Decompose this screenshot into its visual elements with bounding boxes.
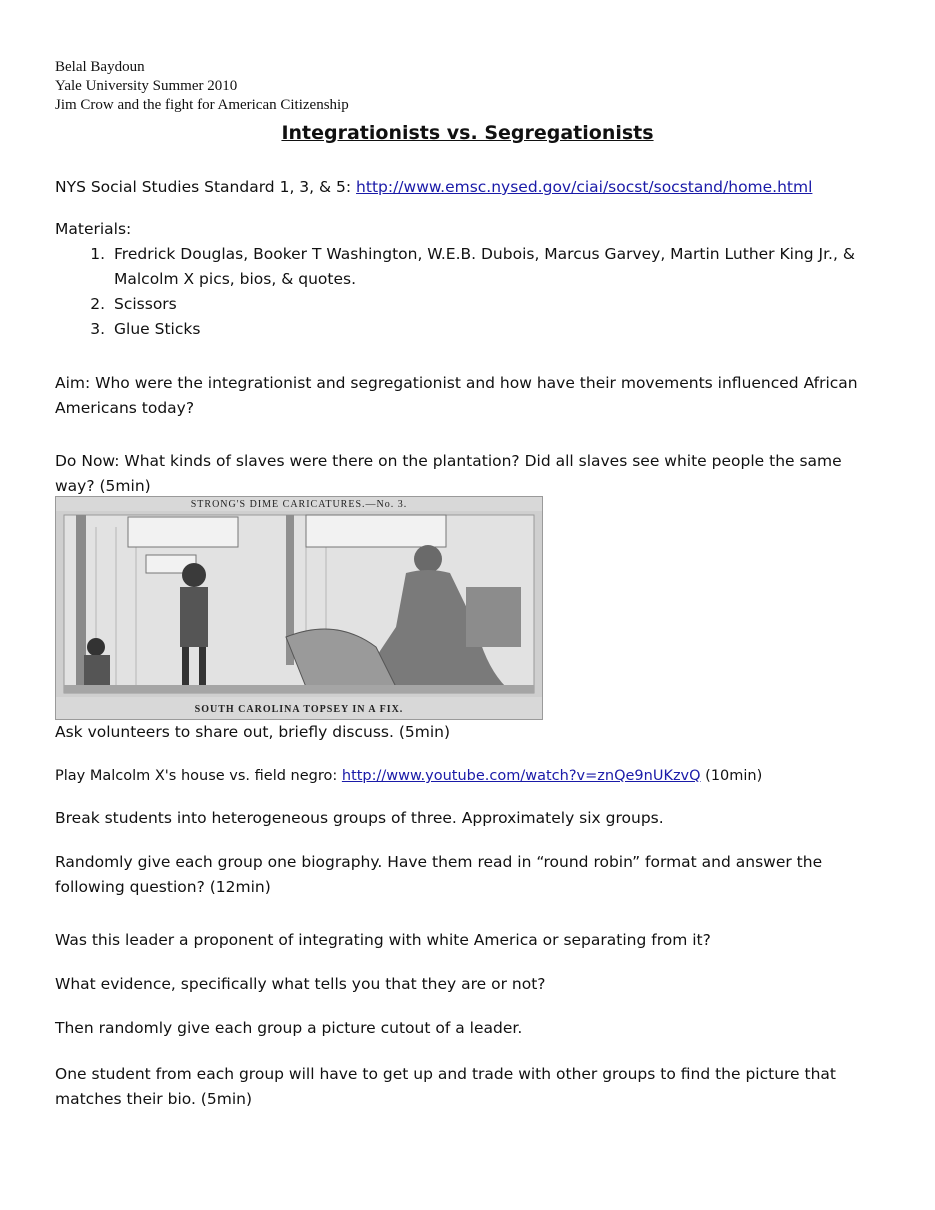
caricature-image <box>55 496 543 720</box>
course-line: Jim Crow and the fight for American Citizenship <box>55 97 349 113</box>
standards-link[interactable]: http://www.emsc.nysed.gov/ciai/socst/socstand/home.html <box>356 178 813 196</box>
video-prefix: Play Malcolm X's house vs. field negro: <box>55 768 338 784</box>
image-bottom-caption: SOUTH CAROLINA TOPSEY IN A FIX. <box>194 704 404 715</box>
groups-paragraph: Break students into heterogeneous groups of three. Approximately six groups. <box>55 809 664 827</box>
list-item: 1. Fredrick Douglas, Booker T Washington, W.E.B. Dubois, Marcus Garvey, Martin Luther King Jr., & Malcolm X pics, bios, & quotes. <box>110 242 885 292</box>
biography-paragraph: Randomly give each group one biography. Have them read in “round robin” format and answer the following question? (12min) <box>55 853 823 896</box>
standards-line <box>55 175 885 200</box>
materials-list <box>55 242 885 342</box>
institution-line: Yale University Summer 2010 <box>55 78 238 94</box>
materials-label: Materials: <box>55 220 132 238</box>
trade-paragraph: One student from each group will have to get up and trade with other groups to find the picture that matches their bio. (5min) <box>55 1065 836 1108</box>
aim-paragraph: Aim: Who were the integrationist and segregationist and how have their movements influenced African Americans today? <box>55 374 858 417</box>
author-name: Belal Baydoun <box>55 59 145 75</box>
list-item: 2. Scissors <box>110 292 885 317</box>
page-title: Integrationists vs. Segregationists <box>281 122 654 144</box>
list-item: 3. Glue Sticks <box>110 317 885 342</box>
do-now-paragraph: Do Now: What kinds of slaves were there on the plantation? Did all slaves see white people the same way? (5min) <box>55 452 842 495</box>
question-evidence: What evidence, specifically what tells you that they are or not? <box>55 975 546 993</box>
share-out-paragraph: Ask volunteers to share out, briefly discuss. (5min) <box>55 723 451 741</box>
video-line <box>55 764 885 789</box>
video-duration: (10min) <box>705 768 763 784</box>
caricature-illustration <box>56 497 542 719</box>
document-header <box>55 58 349 115</box>
question-integration: Was this leader a proponent of integrating with white America or separating from it? <box>55 931 711 949</box>
video-link[interactable]: http://www.youtube.com/watch?v=znQe9nUKzvQ <box>341 768 701 784</box>
image-top-caption: STRONG'S DIME CARICATURES.—No. 3. <box>190 499 408 510</box>
standards-label: NYS Social Studies Standard 1, 3, & 5: <box>55 178 352 196</box>
materials-section <box>55 217 885 342</box>
picture-cutout-paragraph: Then randomly give each group a picture cutout of a leader. <box>55 1019 523 1037</box>
